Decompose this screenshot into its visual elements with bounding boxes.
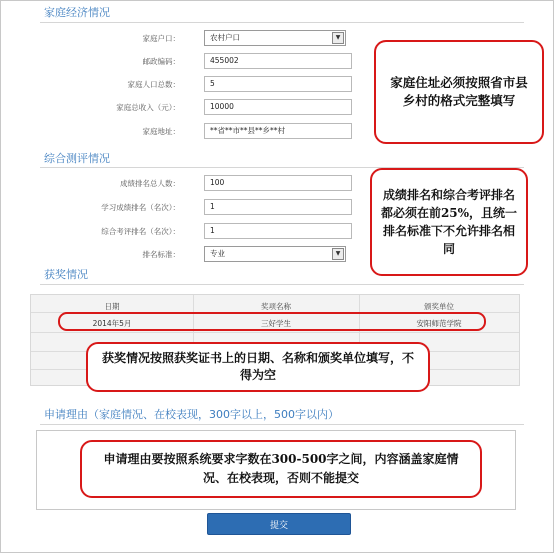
household-type-value: 农村户口 (210, 33, 240, 42)
postcode-input[interactable]: 455002 (204, 53, 352, 69)
award-issuer-cell[interactable]: 安阳师范学院 (416, 319, 462, 328)
section-title-family-economy: 家庭经济情况 (44, 6, 110, 19)
chevron-down-icon[interactable]: ▼ (332, 248, 344, 260)
section-title-reason: 申请理由（家庭情况、在校表现，300字以上，500字以内） (44, 408, 339, 421)
section-divider (40, 284, 524, 285)
rank-callout: 成绩排名和综合考评排名都必须在前25%，且统一排名标准下不允许排名相同 (370, 168, 528, 276)
score-rank-label: 学习成绩排名（名次）： (101, 203, 180, 212)
household-type-label: 家庭户口： (142, 34, 180, 43)
standard-label: 排名标准： (142, 250, 180, 259)
section-divider (40, 424, 524, 425)
table-header-issuer: 颁奖单位 (424, 302, 454, 311)
overall-rank-input[interactable]: 1 (204, 223, 352, 239)
overall-rank-label: 综合考评排名（名次）： (101, 227, 180, 236)
score-rank-input[interactable]: 1 (204, 199, 352, 215)
income-input[interactable]: 10000 (204, 99, 352, 115)
population-label: 家庭人口总数： (127, 80, 180, 89)
population-input[interactable]: 5 (204, 76, 352, 92)
table-header-award: 奖项名称 (261, 302, 291, 311)
chevron-down-icon[interactable]: ▼ (332, 32, 344, 44)
award-row-highlight (58, 312, 486, 331)
submit-button[interactable]: 提交 (207, 513, 351, 535)
postcode-label: 邮政编码： (142, 57, 180, 66)
section-divider (40, 22, 524, 23)
standard-value: 专业 (210, 249, 225, 258)
section-title-evaluation: 综合测评情况 (44, 152, 110, 165)
household-type-select[interactable] (204, 30, 346, 46)
table-row-divider (31, 332, 519, 333)
total-label: 成绩排名总人数： (120, 179, 180, 188)
address-callout: 家庭住址必须按照省市县乡村的格式完整填写 (374, 40, 544, 144)
reason-callout: 申请理由要按照系统要求字数在300-500字之间，内容涵盖家庭情况、在校表现，否则不能提交 (80, 440, 482, 498)
income-label: 家庭总收入（元）： (116, 103, 180, 112)
address-label: 家庭地址： (142, 127, 180, 136)
address-input[interactable]: **省**市**县**乡**村 (204, 123, 352, 139)
award-date-cell[interactable]: 2014年5月 (92, 319, 132, 328)
standard-select[interactable] (204, 246, 346, 262)
table-header-date: 日期 (104, 302, 120, 311)
total-input[interactable]: 100 (204, 175, 352, 191)
award-callout: 获奖情况按照获奖证书上的日期、名称和颁奖单位填写，不得为空 (86, 342, 430, 392)
award-name-cell[interactable]: 三好学生 (261, 319, 291, 328)
section-title-awards: 获奖情况 (44, 268, 88, 281)
